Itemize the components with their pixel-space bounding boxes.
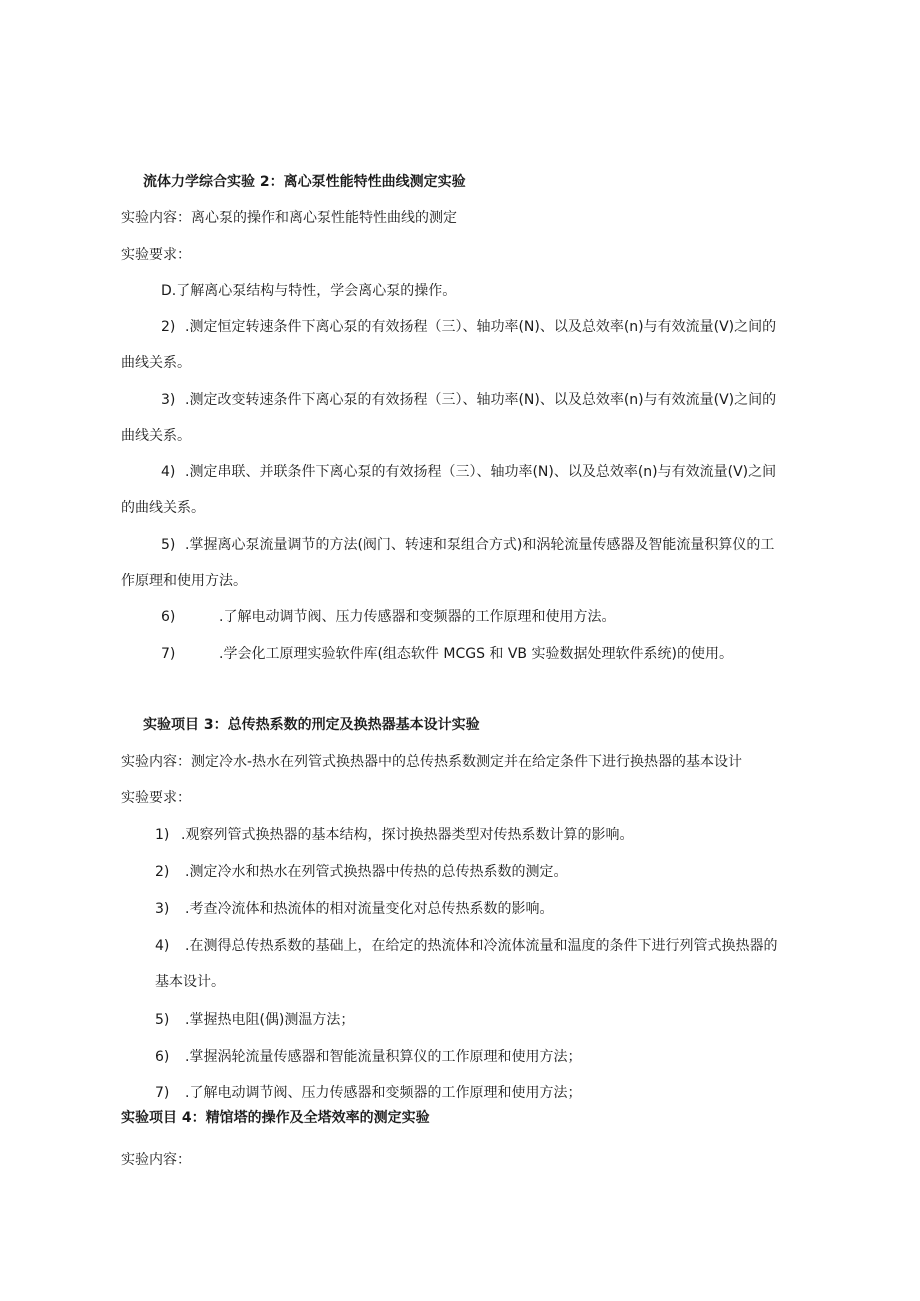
section3-item-5 <box>155 1010 354 1030</box>
section2-item-2-continuation: 曲线关系。 <box>121 355 191 371</box>
item-text: .了解电动调节阀、压力传感器和变频器的工作原理和使用方法； <box>185 1085 582 1101</box>
section3-item-6 <box>155 1047 581 1067</box>
section2-title: 流体力学综合实验 2：离心泵性能特性曲线测定实验 <box>143 174 466 190</box>
item-number: 7) <box>161 646 176 662</box>
section3-requirements-label: 实验要求： <box>121 790 191 806</box>
item-text: .学会化工原理实验软件库(组态软件 MCGS 和 VB 实验数据处理软件系统)的使用。 <box>219 646 733 662</box>
item-number: 6) <box>155 1049 170 1065</box>
item-number: 7) <box>155 1085 170 1101</box>
item-text: .测定冷水和热水在列管式换热器中传热的总传热系数的测定。 <box>185 864 568 880</box>
item-number: 4) <box>161 464 176 480</box>
item-number: 3) <box>155 901 170 917</box>
section4-title: 实验项目 4：精馆塔的操作及全塔效率的测定实验 <box>121 1110 430 1126</box>
item-number: 5) <box>161 537 176 553</box>
section2-item-5-continuation: 作原理和使用方法。 <box>121 573 247 589</box>
item-text: .掌握热电阻(偶)测温方法； <box>185 1012 355 1028</box>
section4-content: 实验内容： <box>121 1152 191 1168</box>
section3-item-4-continuation: 基本设计。 <box>155 974 225 990</box>
section2-item-2 <box>161 317 776 337</box>
section3-title: 实验项目 3：总传热系数的刑定及换热器基本设计实验 <box>143 717 480 733</box>
item-text: .测定改变转速条件下离心泵的有效扬程（三）、轴功率(N)、以及总效率(n)与有效流量(V)之间的 <box>185 392 777 408</box>
item-number: 6) <box>161 609 176 625</box>
item-number: 2) <box>155 864 170 880</box>
section3-item-1 <box>155 825 633 845</box>
item-number: 3) <box>161 392 176 408</box>
item-number: 1) <box>155 827 170 843</box>
section3-content: 实验内容：测定冷水-热水在列管式换热器中的总传热系数测定并在给定条件下进行换热器的基本设计 <box>121 754 743 770</box>
section2-item-5 <box>161 535 774 555</box>
item-text: .掌握离心泵流量调节的方法(阀门、转速和泵组合方式)和涡轮流量传感器及智能流量积算仪的工 <box>185 537 775 553</box>
item-number: 5) <box>155 1012 170 1028</box>
section2-item-7 <box>161 644 733 664</box>
section3-item-4 <box>155 936 777 956</box>
item-text: .了解电动调节阀、压力传感器和变频器的工作原理和使用方法。 <box>219 609 616 625</box>
item-text: .掌握涡轮流量传感器和智能流量积算仪的工作原理和使用方法； <box>185 1049 582 1065</box>
section2-item-1: D.了解离心泵结构与特性，学会离心泵的操作。 <box>161 283 457 299</box>
section3-item-3 <box>155 899 553 919</box>
section2-item-6 <box>161 607 615 627</box>
section3-item-7 <box>155 1083 581 1103</box>
section2-item-3-continuation: 曲线关系。 <box>121 428 191 444</box>
item-text: .在测得总传热系数的基础上，在给定的热流体和冷流体流量和温度的条件下进行列管式换热器的 <box>185 938 778 954</box>
section2-item-3 <box>161 390 776 410</box>
item-text: .测定串联、并联条件下离心泵的有效扬程（三）、轴功率(N)、以及总效率(n)与有效流量(V)之间 <box>185 464 777 480</box>
section2-requirements-label: 实验要求： <box>121 247 191 263</box>
section2-content: 实验内容：离心泵的操作和离心泵性能特性曲线的测定 <box>121 210 457 226</box>
section2-item-4-continuation: 的曲线关系。 <box>121 500 205 516</box>
section2-item-4 <box>161 462 776 482</box>
item-text: .观察列管式换热器的基本结构，探讨换热器类型对传热系数计算的影响。 <box>181 827 634 843</box>
item-number: 4) <box>155 938 170 954</box>
item-text: .考查冷流体和热流体的相对流量变化对总传热系数的影响。 <box>185 901 554 917</box>
item-text: .测定恒定转速条件下离心泵的有效扬程（三）、轴功率(N)、以及总效率(n)与有效流量(V)之间的 <box>185 319 777 335</box>
section3-item-2 <box>155 862 567 882</box>
item-number: 2) <box>161 319 176 335</box>
